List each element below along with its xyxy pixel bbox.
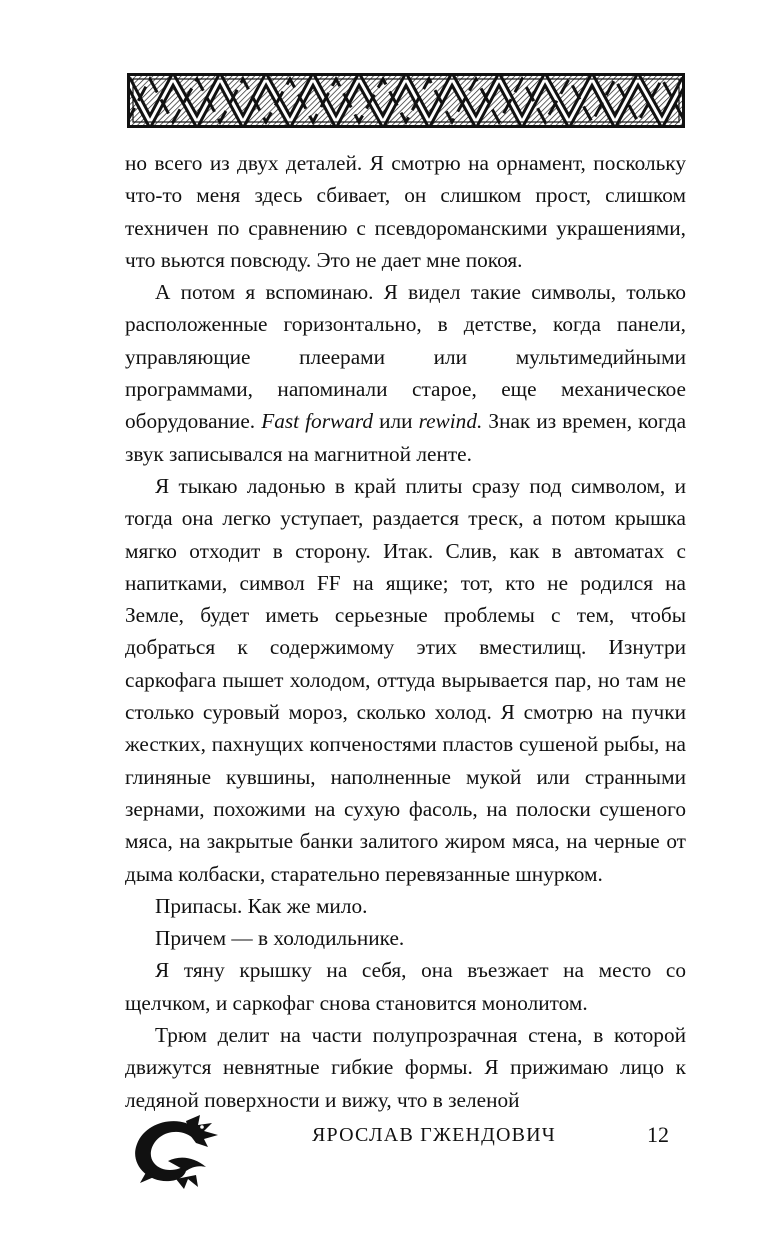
- paragraph: А потом я вспоминаю. Я видел такие символы, только расположенные горизонтально, в детстве, когда панели, управляющие плеерами или мультимедийными программами, напоминали старое, еще механическое оборудование. Fast forward или rewind. Знак из времен, когда звук записывался на магнитной ленте.: [125, 280, 687, 466]
- page-number: 12: [647, 1122, 669, 1147]
- celtic-knot-border-icon: [127, 73, 685, 128]
- paragraph: Припасы. Как же мило.: [155, 893, 368, 918]
- dragon-emblem-icon: [128, 1113, 224, 1191]
- running-footer-author: ЯРОСЛАВ ГЖЕНДОВИЧ: [312, 1124, 556, 1146]
- paragraph: Я тяну крышку на себя, она въезжает на место со щелчком, и саркофаг снова становится монолитом.: [125, 958, 686, 1015]
- italic-term: Fast forward: [261, 409, 373, 434]
- paragraph: Трюм делит на части полупрозрачная стена, в которой движутся невнятные гибкие формы. Я прижимаю лицо к ледяной поверхности и вижу, что в зеленой: [125, 1023, 686, 1112]
- paragraph: но всего из двух деталей. Я смотрю на орнамент, поскольку что-то меня здесь сбивает, он слишком прост, слишком техничен по сравнению с псевдороманскими украшениями, что вьются повсюду. Это не дает мне покоя.: [125, 151, 686, 272]
- paragraph: Я тыкаю ладонью в край плиты сразу под символом, и тогда она легко уступает, раздается треск, а потом крышка мягко отходит в сторону. Итак. Слив, как в автоматах с напитками, символ FF на ящике; тот, кто не родился на Земле, будет иметь серьезные проблемы с тем, чтобы добраться к содержимому этих вместилищ. Изнутри саркофага пышет холодом, оттуда вырывается пар, но там не столько суровый мороз, сколько холод. Я смотрю на пучки жестких, пахнущих копченостями пластов сушеной рыбы, на глиняные кувшины, наполненные мукой или странными зернами, похожими на сухую фасоль, на полоски сушеного мяса, на закрытые банки залитого жиром мяса, на черные от дыма колбаски, старательно перевязанные шнурком.: [125, 473, 686, 886]
- italic-term: rewind.: [418, 409, 483, 434]
- body-text: [125, 147, 686, 1116]
- paragraph: Причем — в холодильнике.: [155, 926, 405, 951]
